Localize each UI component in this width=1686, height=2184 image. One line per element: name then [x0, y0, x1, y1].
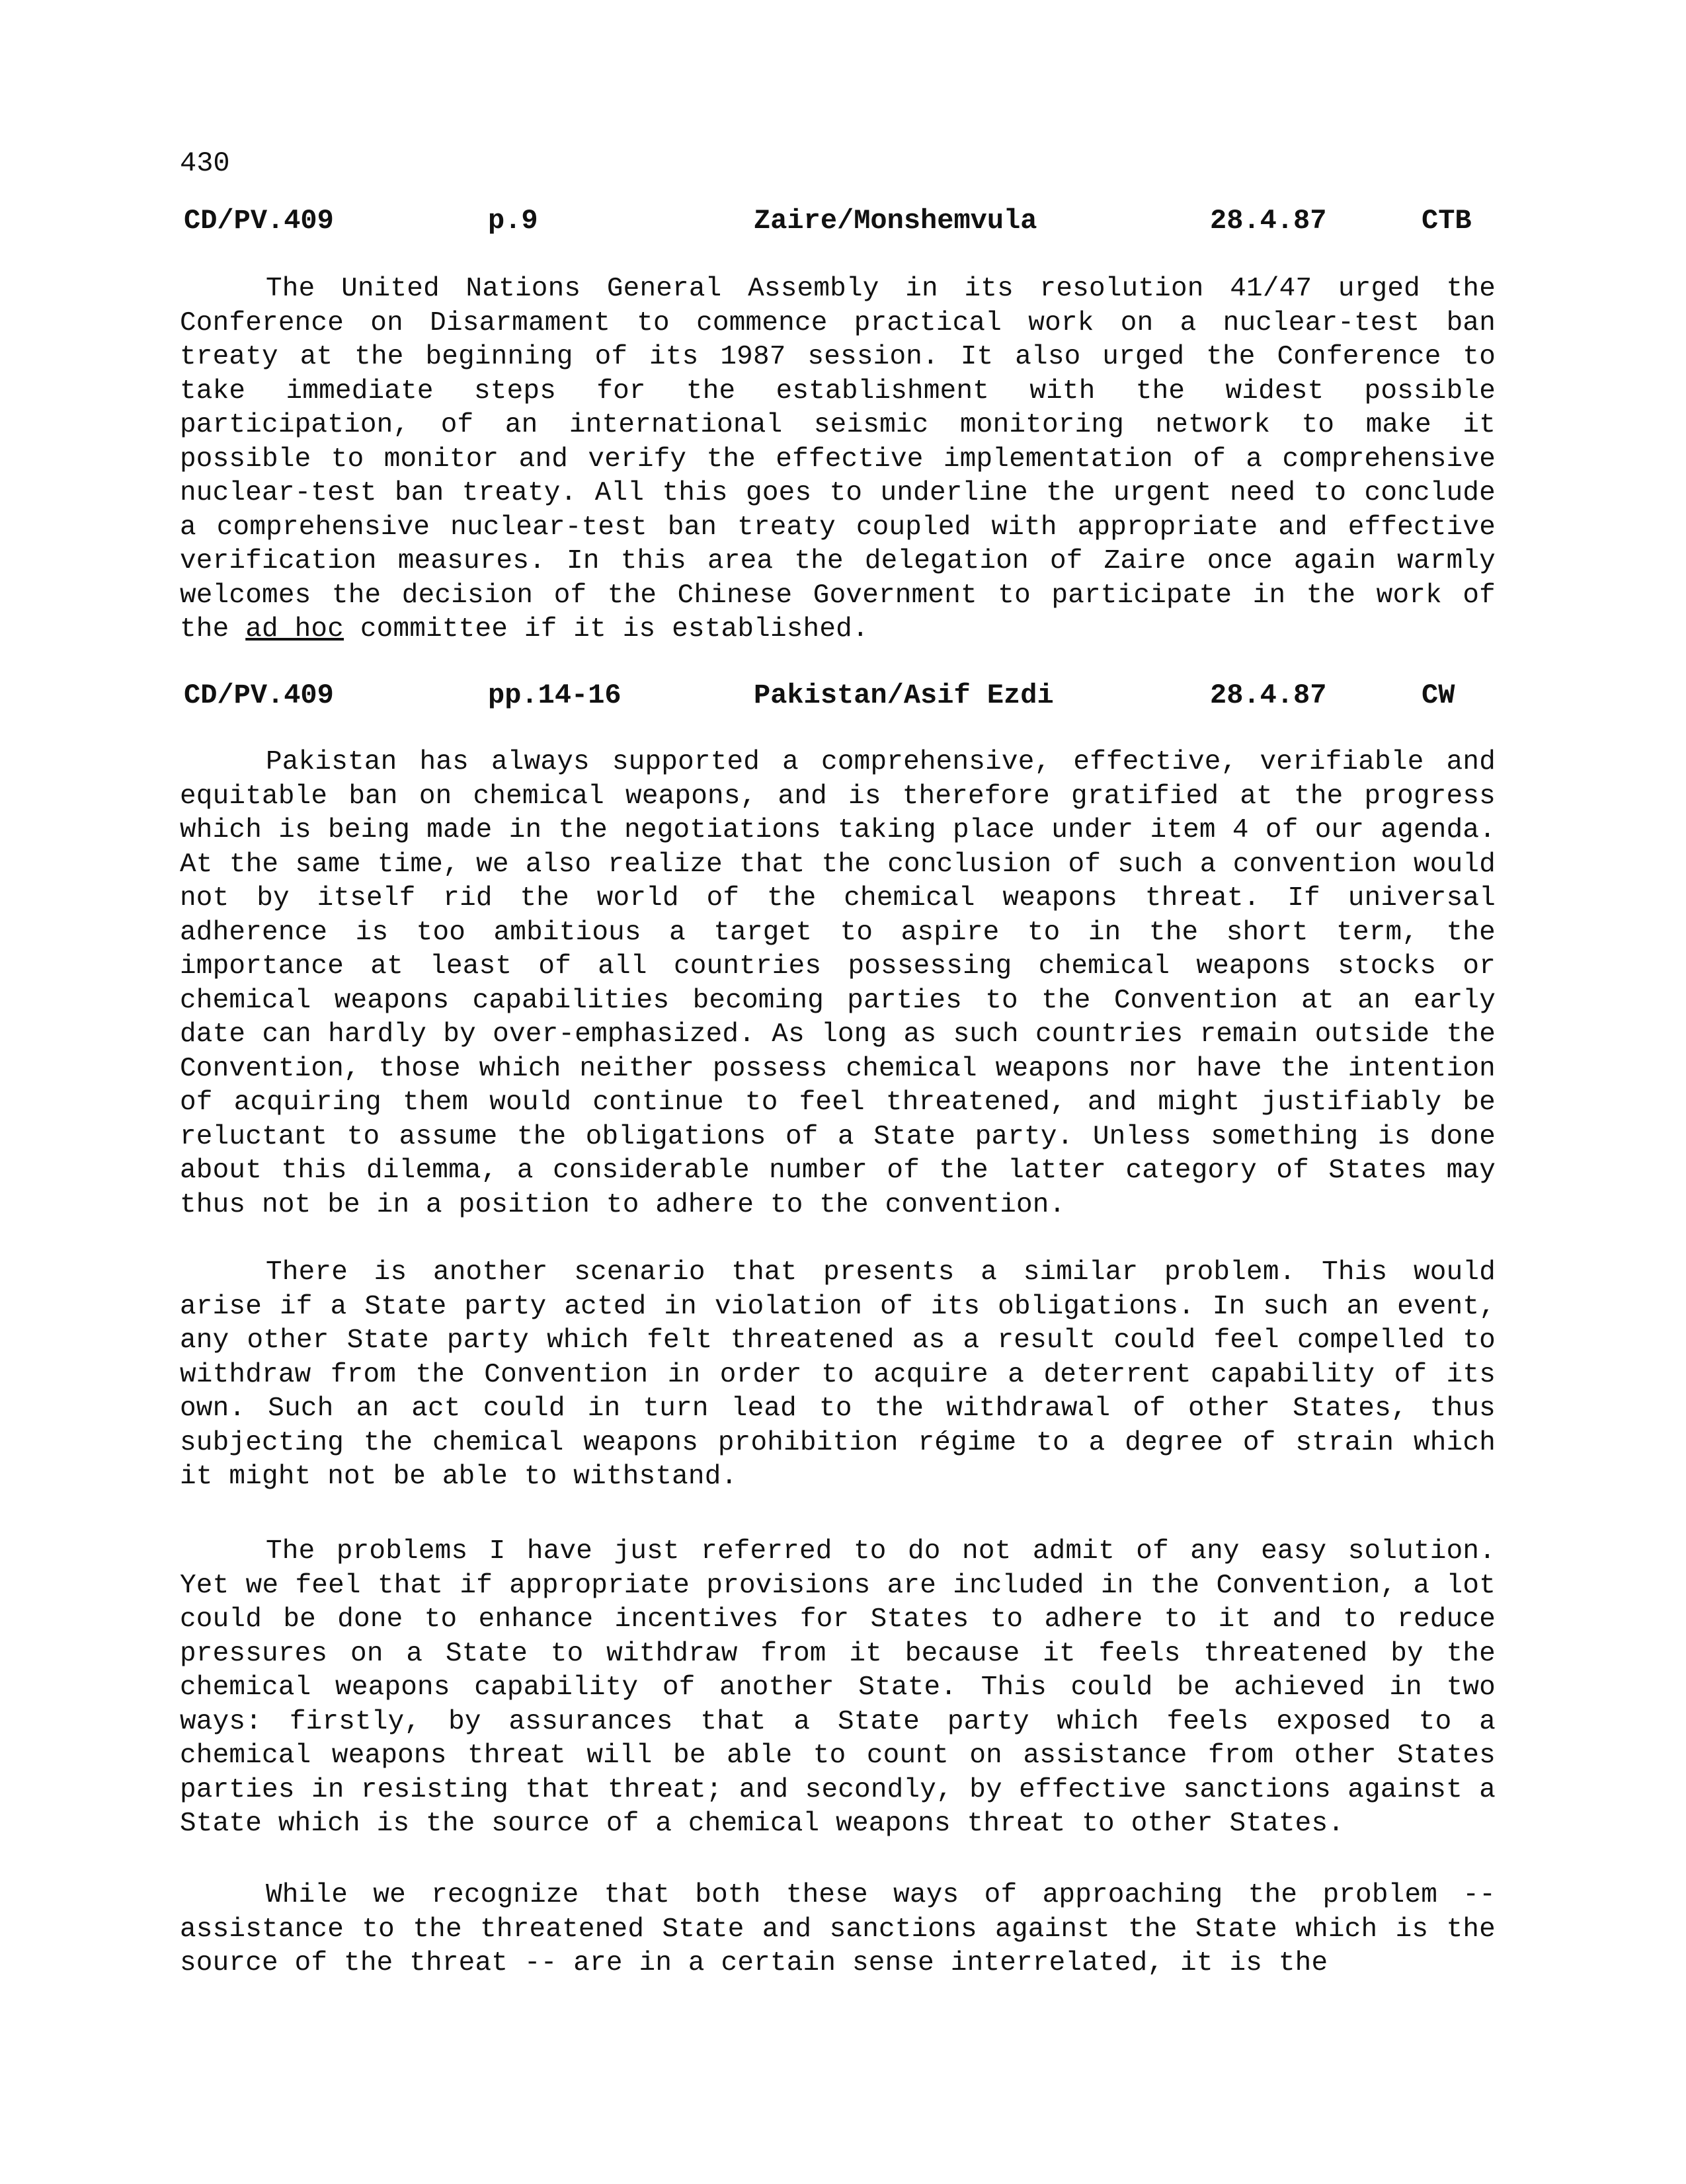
delegation-speaker: Zaire/Monshemvula [754, 205, 1037, 237]
paragraph-text: committee if it is established. [344, 614, 869, 644]
statement-paragraph: The problems I have just referred to do not admit of any easy solution. Yet we feel that if appropriate provisions are included in the Convention, a lot could be done to enhance incentives for States to adhere to it and to reduce pressures on a State to withdraw from it because it feels threatened by the chemical weapons capability of another State. This could be achieved in two ways: firstly, by assurances that a State party which feels exposed to a chemical weapons threat will be able to count on assistance from other States parties in resisting that threat; and secondly, by effective sanctions against a State which is the source of a chemical weapons threat to other States. [180, 1536, 1496, 1839]
underlined-term: ad hoc [245, 614, 344, 644]
statement-paragraph [180, 272, 1496, 647]
topic-code: CW [1422, 680, 1455, 711]
entry-header-pakistan [0, 676, 1686, 715]
date: 28.4.87 [1210, 205, 1327, 237]
delegation-speaker: Pakistan/Asif Ezdi [754, 680, 1054, 711]
document-reference: CD/PV.409 [184, 205, 334, 237]
date: 28.4.87 [1210, 680, 1327, 711]
statement-paragraph: While we recognize that both these ways of approaching the problem -- assistance to the threatened State and sanctions against the State which is the source of the threat -- are in a certain sense interrelated, it is the [180, 1880, 1496, 1978]
topic-code: CTB [1422, 205, 1472, 237]
document-reference: CD/PV.409 [184, 680, 334, 711]
entry-header-zaire [0, 201, 1686, 241]
page-number: 430 [180, 147, 230, 179]
statement-paragraph: There is another scenario that presents a similar problem. This would arise if a State party acted in violation of its obligations. In such an event, any other State party which felt threatened as a result could feel compelled to withdraw from the Convention in order to acquire a deterrent capability of its own. Such an act could in turn lead to the withdrawal of other States, thus subjecting the chemical weapons prohibition régime to a degree of strain which it might not be able to withstand. [180, 1257, 1496, 1492]
statement-paragraph: Pakistan has always supported a comprehensive, effective, verifiable and equitable ban on chemical weapons, and is therefore gratified at the progress which is being made in the negotiations taking place under item 4 of our agenda. At the same time, we also realize that the conclusion of such a convention would not by itself rid the world of the chemical weapons threat. If universal adherence is too ambitious a target to aspire to in the short term, the importance at least of all countries possessing chemical weapons stocks or chemical weapons capabilities becoming parties to the Convention at an early date can hardly by over-emphasized. As long as such countries remain outside the Convention, those which neither possess chemical weapons nor have the intention of acquiring them would continue to feel threatened, and might justifiably be reluctant to assume the obligations of a State party. Unless something is done about this dilemma, a considerable number of the latter category of States may thus not be in a position to adhere to the convention. [180, 747, 1496, 1220]
page-reference: p.9 [488, 205, 538, 237]
paragraph-text: The United Nations General Assembly in its resolution 41/47 urged the Conference on Disarmament to commence practical work on a nuclear-test ban treaty at the beginning of its 1987 session. It also urged the Conference to take immediate steps for the establishment with the widest possible participation, of an international seismic monitoring network to make it possible to monitor and verify the effective implementation of a comprehensive nuclear-test ban treaty. All this goes to underline the urgent need to conclude a comprehensive nuclear-test ban treaty coupled with appropriate and effective verification measures. In this area the delegation of Zaire once again warmly welcomes the decision of the Chinese Government to participate in the work of the [180, 274, 1496, 644]
page-reference: pp.14-16 [488, 680, 622, 711]
